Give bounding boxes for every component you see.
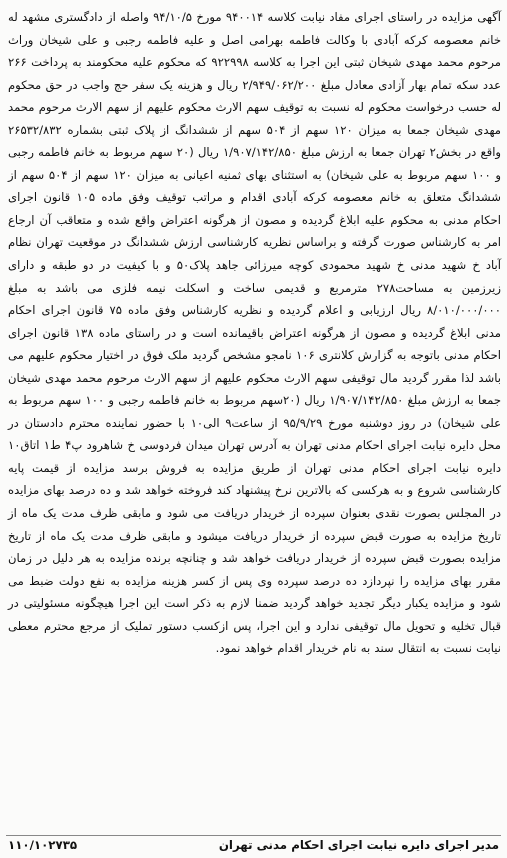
reference-number: ۱۱۰/۱۰۲۷۳۵ — [8, 838, 78, 852]
notice-footer — [8, 836, 499, 854]
notice-body — [8, 6, 501, 660]
notice-paragraph: آگهی مزایده در راستای اجرای مفاد نیابت کلاسه ۹۴۰۰۱۴ مورخ ۹۴/۱۰/۵ واصله از دادگستری مشهد له خانم معصومه کرکه آبادی با وکالت فاطمه بهرامی اصل و علیه فاطمه رجبی و علی شیخان وراث مرحوم محمد مهدی شیخان ثبتی این اجرا به کلاسه ۹۲۲۹۹۸ که محکوم علیه محکومند به پرداخت ۲۶۶ عدد سکه تمام بهار آزادی معادل مبلغ ۲/۹۴۹/۰۶۲/۲۰۰ ریال و هزینه یک سفر حج واجب در حق محکوم له حسب درخواست محکوم له نسبت به توقیف سهم الارث محکوم علیهم از سهم الارث مرحوم محمد مهدی شیخان جمعا به میزان ۱۲۰ سهم از ۵۰۴ سهم از ششدانگ از پلاک ثبتی بشماره ۲۶۵۳۲/۸۳۲ واقع در بخش۲ تهران جمعا به ارزش مبلغ ۱/۹۰۷/۱۴۲/۸۵۰ ریال (۲۰ سهم مربوط به خانم فاطمه رجبی و ۱۰۰ سهم مربوط به علی شیخان) به استثنای بهای ثمنیه اعیانی به میزان ۱۲۰ سهم از ۵۰۴ سهم از ششدانگ متعلق به خانم معصومه کرکه آبادی اقدام و مراتب توقیف وفق ماده ۱۰۵ قانون اجرای احکام مدنی به محکوم علیه ابلاغ گردیده و مصون از هرگونه اعتراض واقع شده و متعاقب آن ارجاع امر به کارشناس صورت گرفته و براساس نظریه کارشناسی ارزش ششدانگ در موقعیت تهران نظام آباد خ شهید مدنی خ شهید محمودی کوچه میرزائی جاهد پلاک۵۰ و با کیفیت در دو طبقه و دارای زیرزمین به مساحت۲۷۸ مترمربع و قدیمی ساخت و اسکلت نیمه فلزی می باشد به مبلغ ۸/۰۱۰/۰۰۰/۰۰۰ ریال ارزیابی و اعلام گردیده و نظریه کارشناس وفق ماده ۷۵ قانون اجرای احکام مدنی ابلاغ گردیده و مصون از هرگونه اعتراض باقیمانده است و در راستای ماده ۱۳۸ قانون اجرای احکام مدنی باتوجه به گزارش کلانتری ۱۰۶ نامجو مشخص گردید ملک فوق در اختیار محکوم علیهم می باشد لذا مقرر گردید مال توقیفی سهم الارث محکوم علیهم از سهم الارث مرحوم محمد مهدی شیخان جمعا به ارزش مبلغ ۱/۹۰۷/۱۴۲/۸۵۰ ریال (۲۰سهم مربوط به خانم فاطمه رجبی و ۱۰۰ سهم مربوط به علی شیخان) در روز دوشنبه مورخ ۹۵/۹/۲۹ از ساعت۹ الی۱۰ با حضور نماینده محترم دادستان در محل دایره نیابت اجرای احکام مدنی تهران به آدرس تهران میدان فردوسی خ شاهرود پ۴ ط۱ اتاق۱۰ دایره نیابت اجرای احکام مدنی تهران از طریق مزایده به فروش برسد مزایده از قیمت پایه کارشناسی شروع و به هرکسی که بالاترین نرخ پیشنهاد کند فروخته خواهد شد و ده درصد بهای مزایده در المجلس بصورت نقدی بعنوان سپرده از خریدار دریافت می شود و مابقی ظرف مدت یک ماه از تاریخ مزایده به صورت قبض سپرده از خریدار دریافت میشود و مابقی ظرف مدت یک ماه از تاریخ مزایده بصورت قبض سپرده از خریدار دریافت خواهد شد و چنانچه برنده مزایده به هر دلیل در زمان مقرر بهای مزایده را نپردازد ده درصد سپرده وی پس از کسر هزینه مزایده به نفع دولت ضبط می شود و مزایده یکبار دیگر تجدید خواهد گردید ضمنا لازم به ذکر است این اجرا هیچگونه مسئولیتی در قبال تخلیه و تحویل مال توقیفی ندارد و این اجرا، پس ازکسب دستور تملیک از مرجع محترم معطی نیابت نسبت به انتقال سند به نام خریدار اقدام خواهد نمود. — [8, 10, 502, 656]
signature-line: مدیر اجرای دایره نیابت اجرای احکام مدنی تهران — [218, 838, 499, 852]
